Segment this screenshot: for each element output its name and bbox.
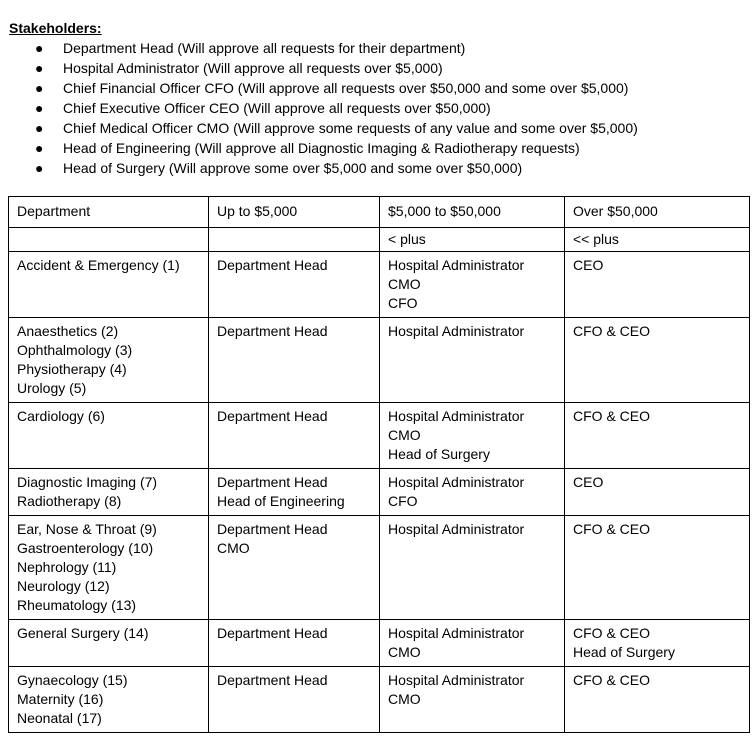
stakeholder-item [9,78,749,98]
bullet-icon: ● [35,100,44,116]
up-to-5000-cell [209,318,380,403]
up-to-5000-cell [209,403,380,469]
table-row [9,318,750,403]
cell-line: CFO & CEO [573,408,651,424]
cell-line: Nephrology (11) [17,559,117,575]
subheader-up-to-5000 [209,228,380,252]
bullet-icon: ● [35,40,44,56]
cell-line: Diagnostic Imaging (7) [17,474,158,490]
cell-line: Rheumatology (13) [17,597,137,613]
from-5000-to-50000-cell [380,403,565,469]
subheader-department [9,228,209,252]
column-header-up-to-5000: Up to $5,000 [209,197,380,228]
table-row [9,252,750,318]
over-50000-cell [565,469,750,516]
cell-line: CMO [388,691,421,707]
from-5000-to-50000-cell [380,620,565,667]
bullet-icon: ● [35,120,44,136]
stakeholder-text: Chief Financial Officer CFO (Will approve all requests over $50,000 and some over $5,000) [63,80,629,96]
cell-line: Hospital Administrator [388,672,525,688]
cell-line: Gynaecology (15) [17,672,128,688]
column-header-over-50000: Over $50,000 [565,197,750,228]
cell-line: CFO [388,295,418,311]
cell-line: Accident & Emergency (1) [17,257,180,273]
cell-line: Neurology (12) [17,578,110,594]
cell-line: CFO & CEO [573,672,651,688]
cell-line: Hospital Administrator [388,474,525,490]
cell-line: Department Head [217,625,328,641]
over-50000-cell [565,667,750,733]
table-row [9,469,750,516]
cell-line: Hospital Administrator [388,323,525,339]
over-50000-cell [565,318,750,403]
cell-line: Ear, Nose & Throat (9) [17,521,157,537]
column-header-5000-to-50000: $5,000 to $50,000 [380,197,565,228]
up-to-5000-cell [209,516,380,620]
stakeholder-text: Chief Executive Officer CEO (Will approve all requests over $50,000) [63,100,491,116]
bullet-icon: ● [35,80,44,96]
from-5000-to-50000-cell [380,667,565,733]
cell-line: CMO [388,427,421,443]
cell-line: Department Head [217,521,328,537]
cell-line: Hospital Administrator [388,521,525,537]
from-5000-to-50000-cell [380,469,565,516]
from-5000-to-50000-cell [380,516,565,620]
cell-line: Department Head [217,323,328,339]
cell-line: CEO [573,474,604,490]
table-header-row [9,197,750,228]
cell-line: Gastroenterology (10) [17,540,154,556]
cell-line: Department Head [217,672,328,688]
column-header-department: Department [9,197,209,228]
up-to-5000-cell [209,667,380,733]
cell-line: Radiotherapy (8) [17,493,122,509]
cell-line: CMO [388,276,421,292]
cell-line: CEO [573,257,604,273]
bullet-icon: ● [35,60,44,76]
table-row [9,516,750,620]
up-to-5000-cell [209,252,380,318]
department-cell [9,667,209,733]
stakeholder-list [9,38,749,178]
over-50000-cell [565,620,750,667]
department-cell [9,252,209,318]
cell-line: CMO [217,540,250,556]
stakeholders-heading: Stakeholders: [9,20,102,36]
from-5000-to-50000-cell [380,318,565,403]
cell-line: General Surgery (14) [17,625,149,641]
approval-matrix-body [9,197,750,733]
stakeholders-section [9,18,749,178]
over-50000-cell [565,252,750,318]
over-50000-cell [565,403,750,469]
department-cell [9,469,209,516]
up-to-5000-cell [209,469,380,516]
approval-matrix-table [8,196,750,733]
cell-line: CFO [388,493,418,509]
cell-line: Urology (5) [17,380,87,396]
table-row [9,667,750,733]
cell-line: Cardiology (6) [17,408,105,424]
bullet-icon: ● [35,160,44,176]
stakeholder-text: Hospital Administrator (Will approve all requests over $5,000) [63,60,443,76]
over-50000-cell [565,516,750,620]
cell-line: Hospital Administrator [388,625,525,641]
cell-line: Maternity (16) [17,691,104,707]
stakeholder-item [9,138,749,158]
stakeholder-item [9,118,749,138]
department-cell [9,516,209,620]
subheader-over-50000: << plus [565,228,750,252]
table-subheader-row [9,228,750,252]
cell-line: Head of Surgery [573,644,675,660]
department-cell [9,403,209,469]
from-5000-to-50000-cell [380,252,565,318]
cell-line: Hospital Administrator [388,257,525,273]
stakeholder-item [9,158,749,178]
subheader-5000-to-50000: < plus [380,228,565,252]
department-cell [9,620,209,667]
cell-line: Department Head [217,408,328,424]
cell-line: CMO [388,644,421,660]
cell-line: Neonatal (17) [17,710,102,726]
cell-line: CFO & CEO [573,323,651,339]
stakeholder-item [9,38,749,58]
cell-line: Department Head [217,474,328,490]
table-row [9,620,750,667]
cell-line: Anaesthetics (2) [17,323,119,339]
stakeholder-text: Department Head (Will approve all requests for their department) [63,40,466,56]
table-row [9,403,750,469]
cell-line: Hospital Administrator [388,408,525,424]
cell-line: Head of Engineering [217,493,345,509]
stakeholder-text: Head of Engineering (Will approve all Diagnostic Imaging & Radiotherapy requests) [63,140,580,156]
cell-line: Department Head [217,257,328,273]
up-to-5000-cell [209,620,380,667]
stakeholder-text: Head of Surgery (Will approve some over $5,000 and some over $50,000) [63,160,523,176]
cell-line: Physiotherapy (4) [17,361,127,377]
cell-line: Ophthalmology (3) [17,342,133,358]
cell-line: CFO & CEO [573,521,651,537]
bullet-icon: ● [35,140,44,156]
cell-line: CFO & CEO [573,625,651,641]
stakeholder-item [9,58,749,78]
cell-line: Head of Surgery [388,446,490,462]
department-cell [9,318,209,403]
stakeholder-item [9,98,749,118]
stakeholder-text: Chief Medical Officer CMO (Will approve some requests of any value and some over $5,000) [63,120,638,136]
